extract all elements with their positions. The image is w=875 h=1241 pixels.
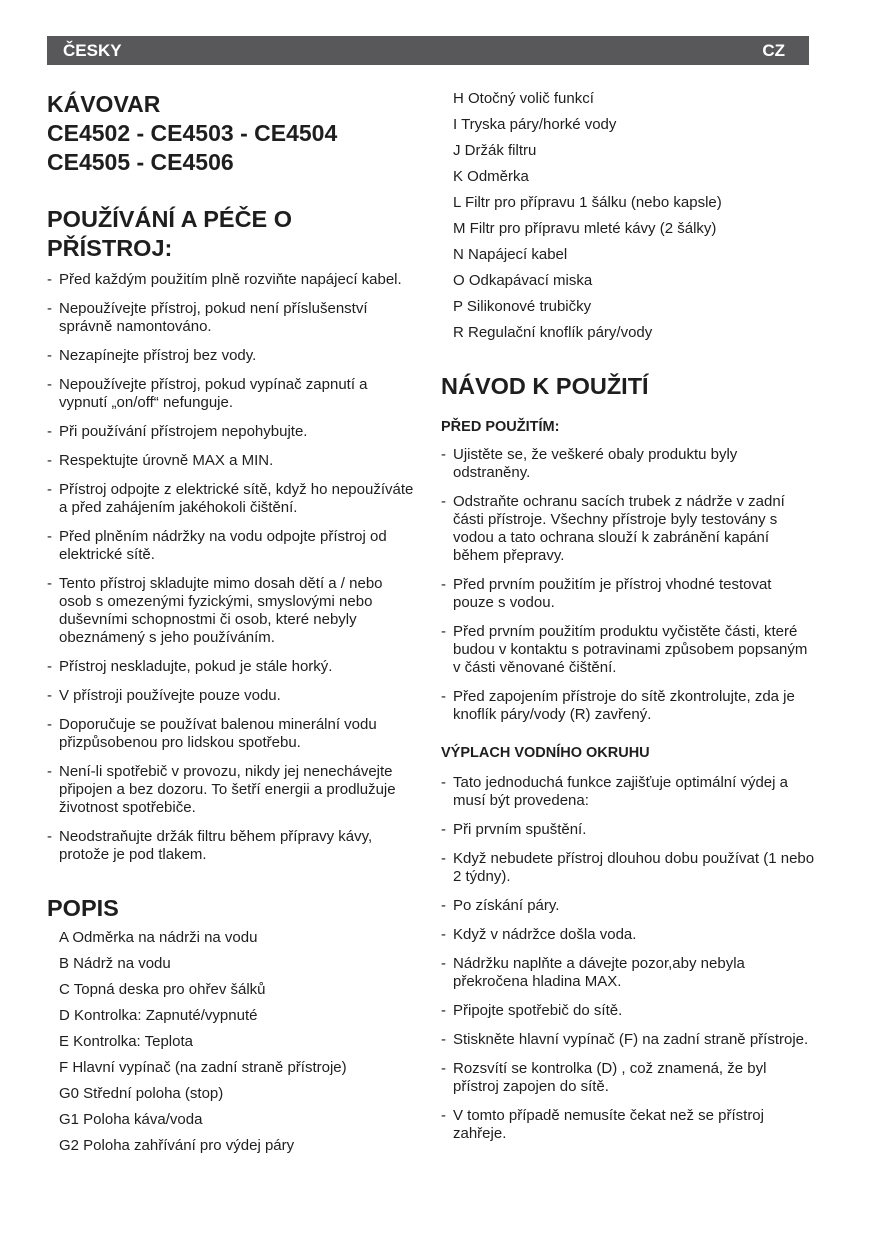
- list-item: - Připojte spotřebič do sítě.: [441, 1002, 815, 1020]
- part-item: C Topná deska pro ohřev šálků: [59, 981, 266, 998]
- list-item: - Neodstraňujte držák filtru během přípravy kávy, protože je pod tlakem.: [47, 828, 419, 864]
- left-column: [47, 90, 419, 1163]
- part-item: H Otočný volič funkcí: [453, 90, 594, 107]
- list-item: - Nepoužívejte přístroj, pokud není příslušenství správně namontováno.: [47, 300, 419, 336]
- header-bar: [47, 36, 809, 65]
- instructions-title: NÁVOD K POUŽITÍ: [441, 373, 649, 399]
- part-item: N Napájecí kabel: [453, 246, 568, 263]
- care-list: [47, 271, 419, 864]
- right-column: [441, 90, 815, 1154]
- description-title: POPIS: [47, 895, 119, 921]
- list-item: - Když nebudete přístroj dlouhou dobu používat (1 nebo 2 týdny).: [441, 850, 815, 886]
- parts-list-left: [47, 929, 419, 1155]
- part-item: F Hlavní vypínač (na zadní straně přístroje): [59, 1059, 347, 1076]
- flush-list: [441, 774, 815, 1143]
- list-item: - Před plněním nádržky na vodu odpojte přístroj od elektrické sítě.: [47, 528, 419, 564]
- part-item: P Silikonové trubičky: [453, 298, 592, 315]
- part-item: L Filtr pro přípravu 1 šálku (nebo kapsle): [453, 194, 722, 211]
- list-item: - Před každým použitím plně rozviňte napájecí kabel.: [47, 271, 419, 289]
- product-name: KÁVOVAR: [47, 91, 161, 117]
- care-title-line-1: POUŽÍVÁNÍ A PÉČE O: [47, 206, 293, 232]
- list-item: - Při prvním spuštění.: [441, 821, 815, 839]
- list-item: - Tato jednoduchá funkce zajišťuje optimální výdej a musí být provedena:: [441, 774, 815, 810]
- list-item: - Nádržku naplňte a dávejte pozor,aby nebyla překročena hladina MAX.: [441, 955, 815, 991]
- part-item: O Odkapávací miska: [453, 272, 593, 289]
- list-item: - V přístroji používejte pouze vodu.: [47, 687, 419, 705]
- model-numbers-1: CE4502 - CE4503 - CE4504: [47, 120, 338, 146]
- list-item: - Nepoužívejte přístroj, pokud vypínač zapnutí a vypnutí „on/off“ nefunguje.: [47, 376, 419, 412]
- list-item: - Po získání páry.: [441, 897, 815, 915]
- care-title-line-2: PŘÍSTROJ:: [47, 235, 173, 261]
- part-item: M Filtr pro přípravu mleté kávy (2 šálky): [453, 220, 717, 237]
- part-item: G2 Poloha zahřívání pro výdej páry: [59, 1137, 295, 1154]
- list-item: - Před prvním použitím produktu vyčistěte části, které budou v kontaktu s potravinami způsobem popsaným v části věnované čištění.: [441, 623, 815, 677]
- before-use-list: [441, 446, 815, 724]
- part-item: G0 Střední poloha (stop): [59, 1085, 224, 1102]
- product-title: [47, 90, 419, 177]
- part-item: J Držák filtru: [453, 142, 537, 159]
- list-item: - V tomto případě nemusíte čekat než se přístroj zahřeje.: [441, 1107, 815, 1143]
- part-item: B Nádrž na vodu: [59, 955, 171, 972]
- flush-title: VÝPLACH VODNÍHO OKRUHU: [441, 745, 650, 761]
- part-item: E Kontrolka: Teplota: [59, 1033, 193, 1050]
- language-label: ČESKY: [63, 40, 122, 60]
- list-item: - Tento přístroj skladujte mimo dosah dětí a / nebo osob s omezenými fyzickými, smyslovými nebo duševními schopnostmi či osob, které nebyly obeznámený s jeho používáním.: [47, 575, 419, 647]
- part-item: I Tryska páry/horké vody: [453, 116, 617, 133]
- list-item: - Při používání přístrojem nepohybujte.: [47, 423, 419, 441]
- list-item: - Stiskněte hlavní vypínač (F) na zadní straně přístroje.: [441, 1031, 815, 1049]
- list-item: - Není-li spotřebič v provozu, nikdy jej nenechávejte připojen a bez dozoru. To šetří energii a prodlužuje životnost spotřebiče.: [47, 763, 419, 817]
- care-section-title: [47, 205, 419, 263]
- before-use-title: PŘED POUŽITÍM:: [441, 419, 560, 435]
- model-numbers-2: CE4505 - CE4506: [47, 149, 234, 175]
- part-item: A Odměrka na nádrži na vodu: [59, 929, 258, 946]
- list-item: - Rozsvítí se kontrolka (D) , což znamená, že byl přístroj zapojen do sítě.: [441, 1060, 815, 1096]
- language-code: CZ: [762, 40, 785, 60]
- part-item: D Kontrolka: Zapnuté/vypnuté: [59, 1007, 258, 1024]
- part-item: K Odměrka: [453, 168, 529, 185]
- list-item: - Přístroj neskladujte, pokud je stále horký.: [47, 658, 419, 676]
- list-item: - Přístroj odpojte z elektrické sítě, když ho nepoužíváte a před zahájením jakéhokoli čištění.: [47, 481, 419, 517]
- list-item: - Před zapojením přístroje do sítě zkontrolujte, zda je knoflík páry/vody (R) zavřený.: [441, 688, 815, 724]
- part-item: R Regulační knoflík páry/vody: [453, 324, 653, 341]
- list-item: - Před prvním použitím je přístroj vhodné testovat pouze s vodou.: [441, 576, 815, 612]
- list-item: - Nezapínejte přístroj bez vody.: [47, 347, 419, 365]
- list-item: - Doporučuje se používat balenou minerální vodu přizpůsobenou pro lidskou spotřebu.: [47, 716, 419, 752]
- list-item: - Respektujte úrovně MAX a MIN.: [47, 452, 419, 470]
- list-item: - Odstraňte ochranu sacích trubek z nádrže v zadní části přístroje. Všechny přístroje byly testovány s vodou a tato ochrana slouží k zabránění kapání během přepravy.: [441, 493, 815, 565]
- part-item: G1 Poloha káva/voda: [59, 1111, 203, 1128]
- list-item: - Když v nádržce došla voda.: [441, 926, 815, 944]
- parts-list-right: [441, 90, 815, 342]
- list-item: - Ujistěte se, že veškeré obaly produktu byly odstraněny.: [441, 446, 815, 482]
